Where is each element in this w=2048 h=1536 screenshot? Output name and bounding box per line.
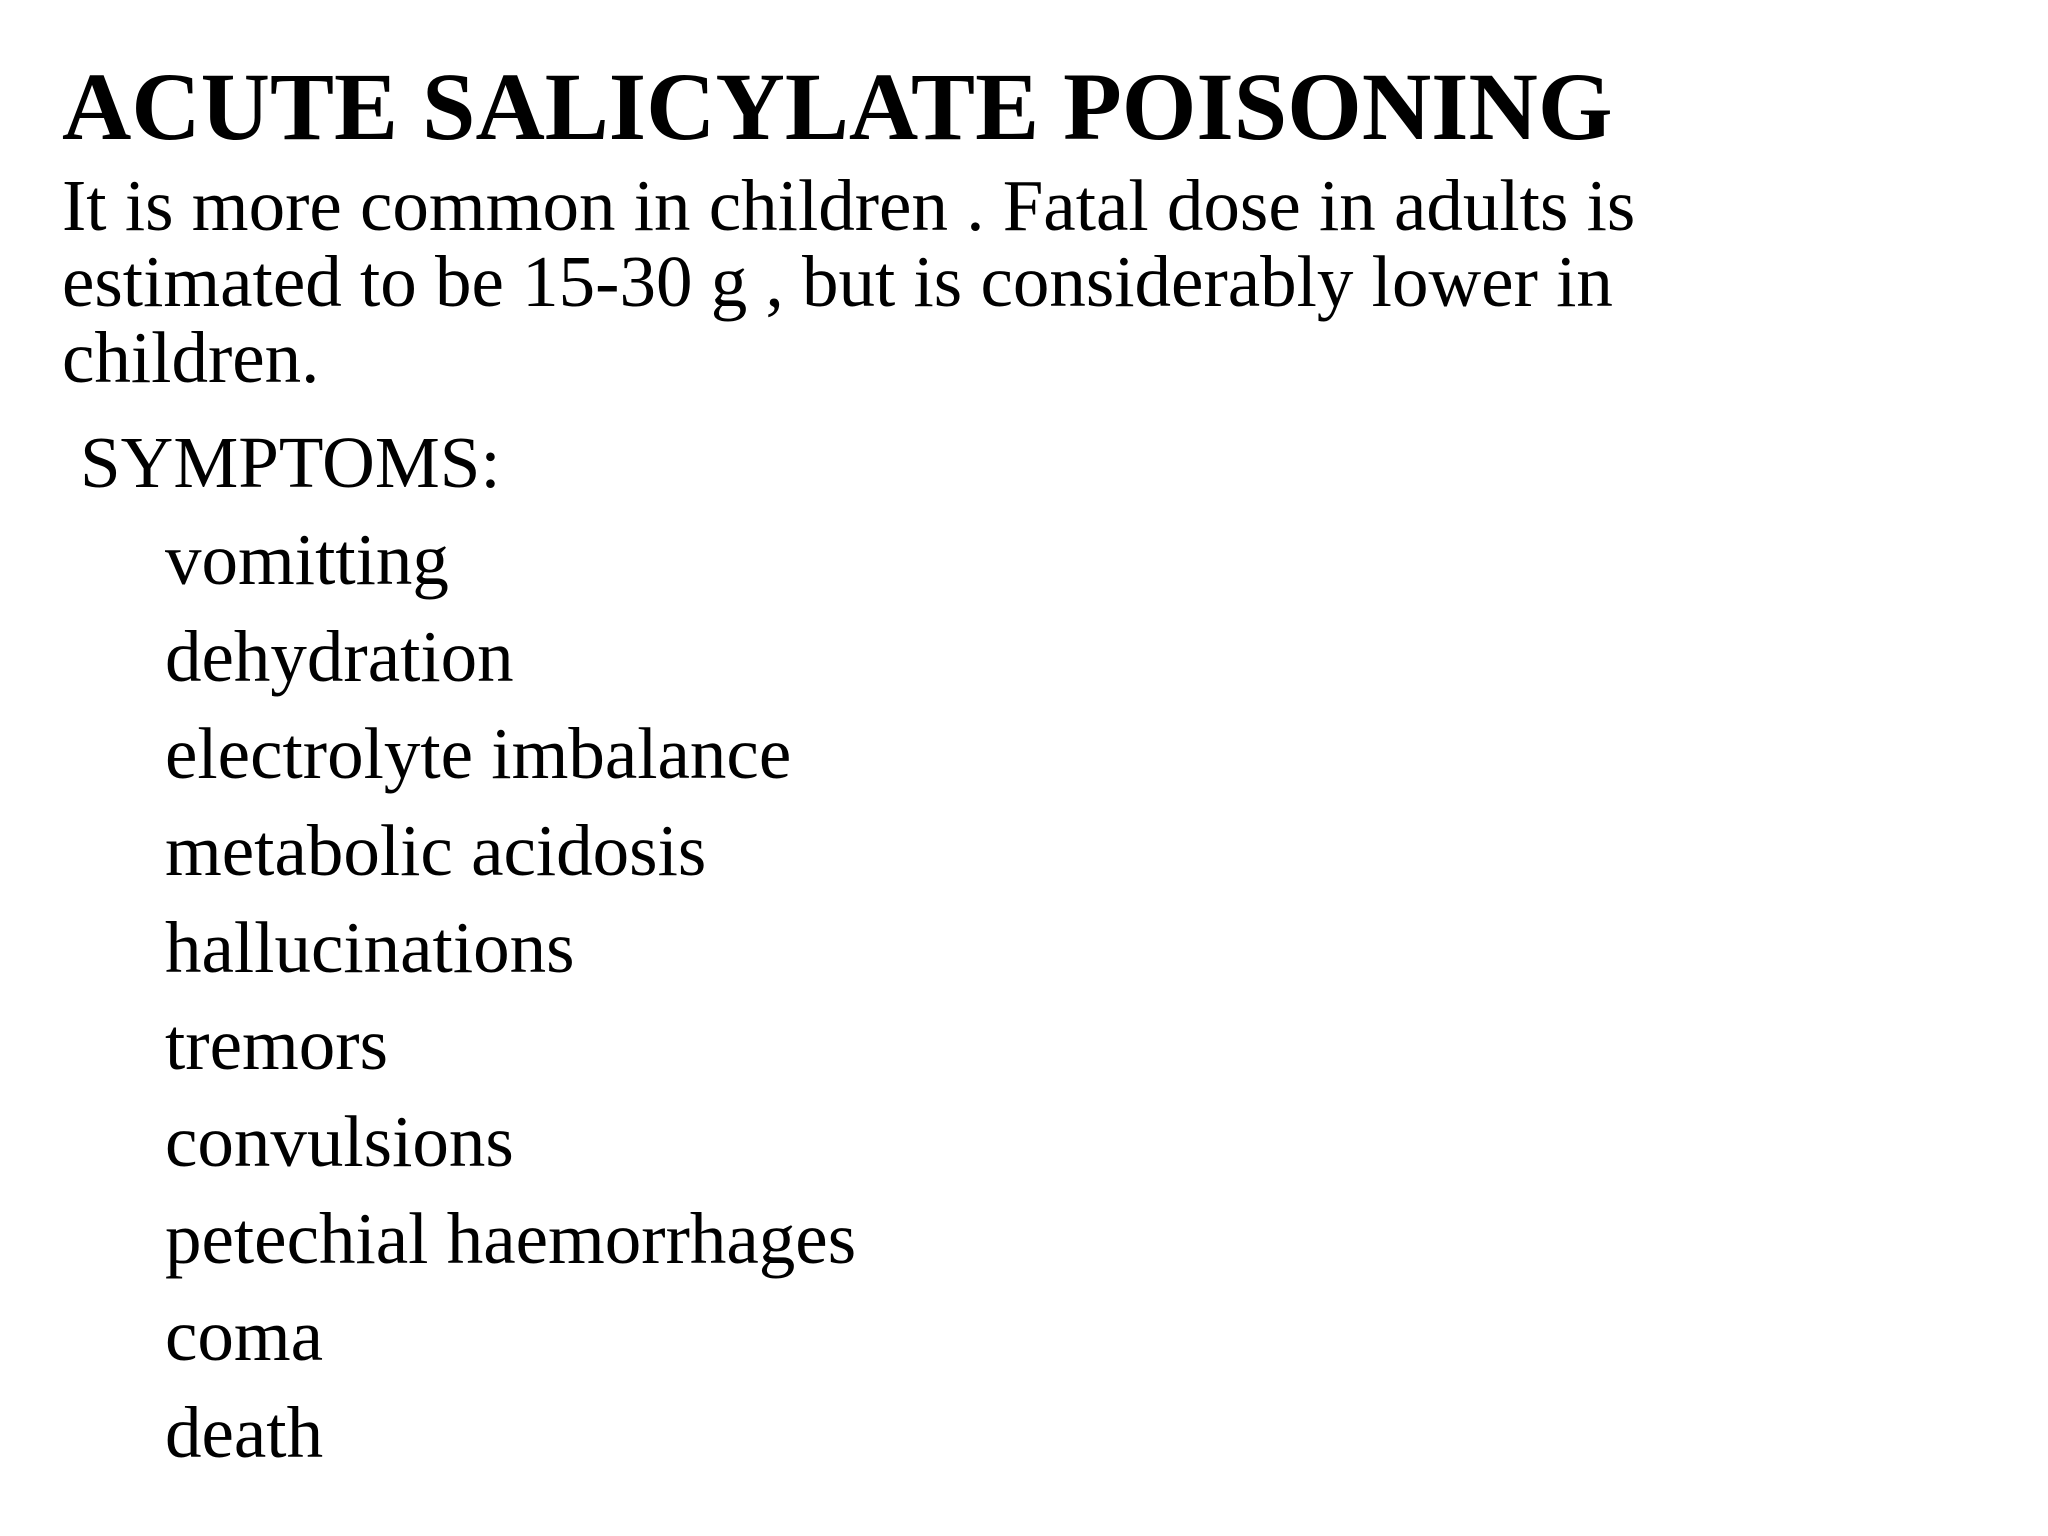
intro-line: It is more common in children . Fatal dose in adults is bbox=[62, 165, 1636, 246]
symptom-item: convulsions bbox=[165, 1101, 514, 1182]
symptom-list bbox=[165, 515, 856, 1485]
symptom-item: death bbox=[165, 1392, 324, 1473]
symptom-item: metabolic acidosis bbox=[165, 810, 707, 891]
symptoms-heading: SYMPTOMS: bbox=[80, 422, 501, 503]
symptom-item: dehydration bbox=[165, 616, 514, 697]
symptom-item: tremors bbox=[165, 1004, 388, 1085]
symptom-item: hallucinations bbox=[165, 907, 575, 988]
symptom-item: petechial haemorrhages bbox=[165, 1198, 857, 1279]
symptom-item: vomitting bbox=[165, 519, 449, 600]
symptom-item: electrolyte imbalance bbox=[165, 713, 792, 794]
slide-title: ACUTE SALICYLATE POISONING bbox=[62, 53, 1613, 160]
intro-line: children. bbox=[62, 317, 320, 398]
intro-paragraph bbox=[62, 165, 1962, 398]
symptom-item: coma bbox=[165, 1295, 324, 1376]
intro-line: estimated to be 15-30 g , but is considerably lower in bbox=[62, 241, 1613, 322]
